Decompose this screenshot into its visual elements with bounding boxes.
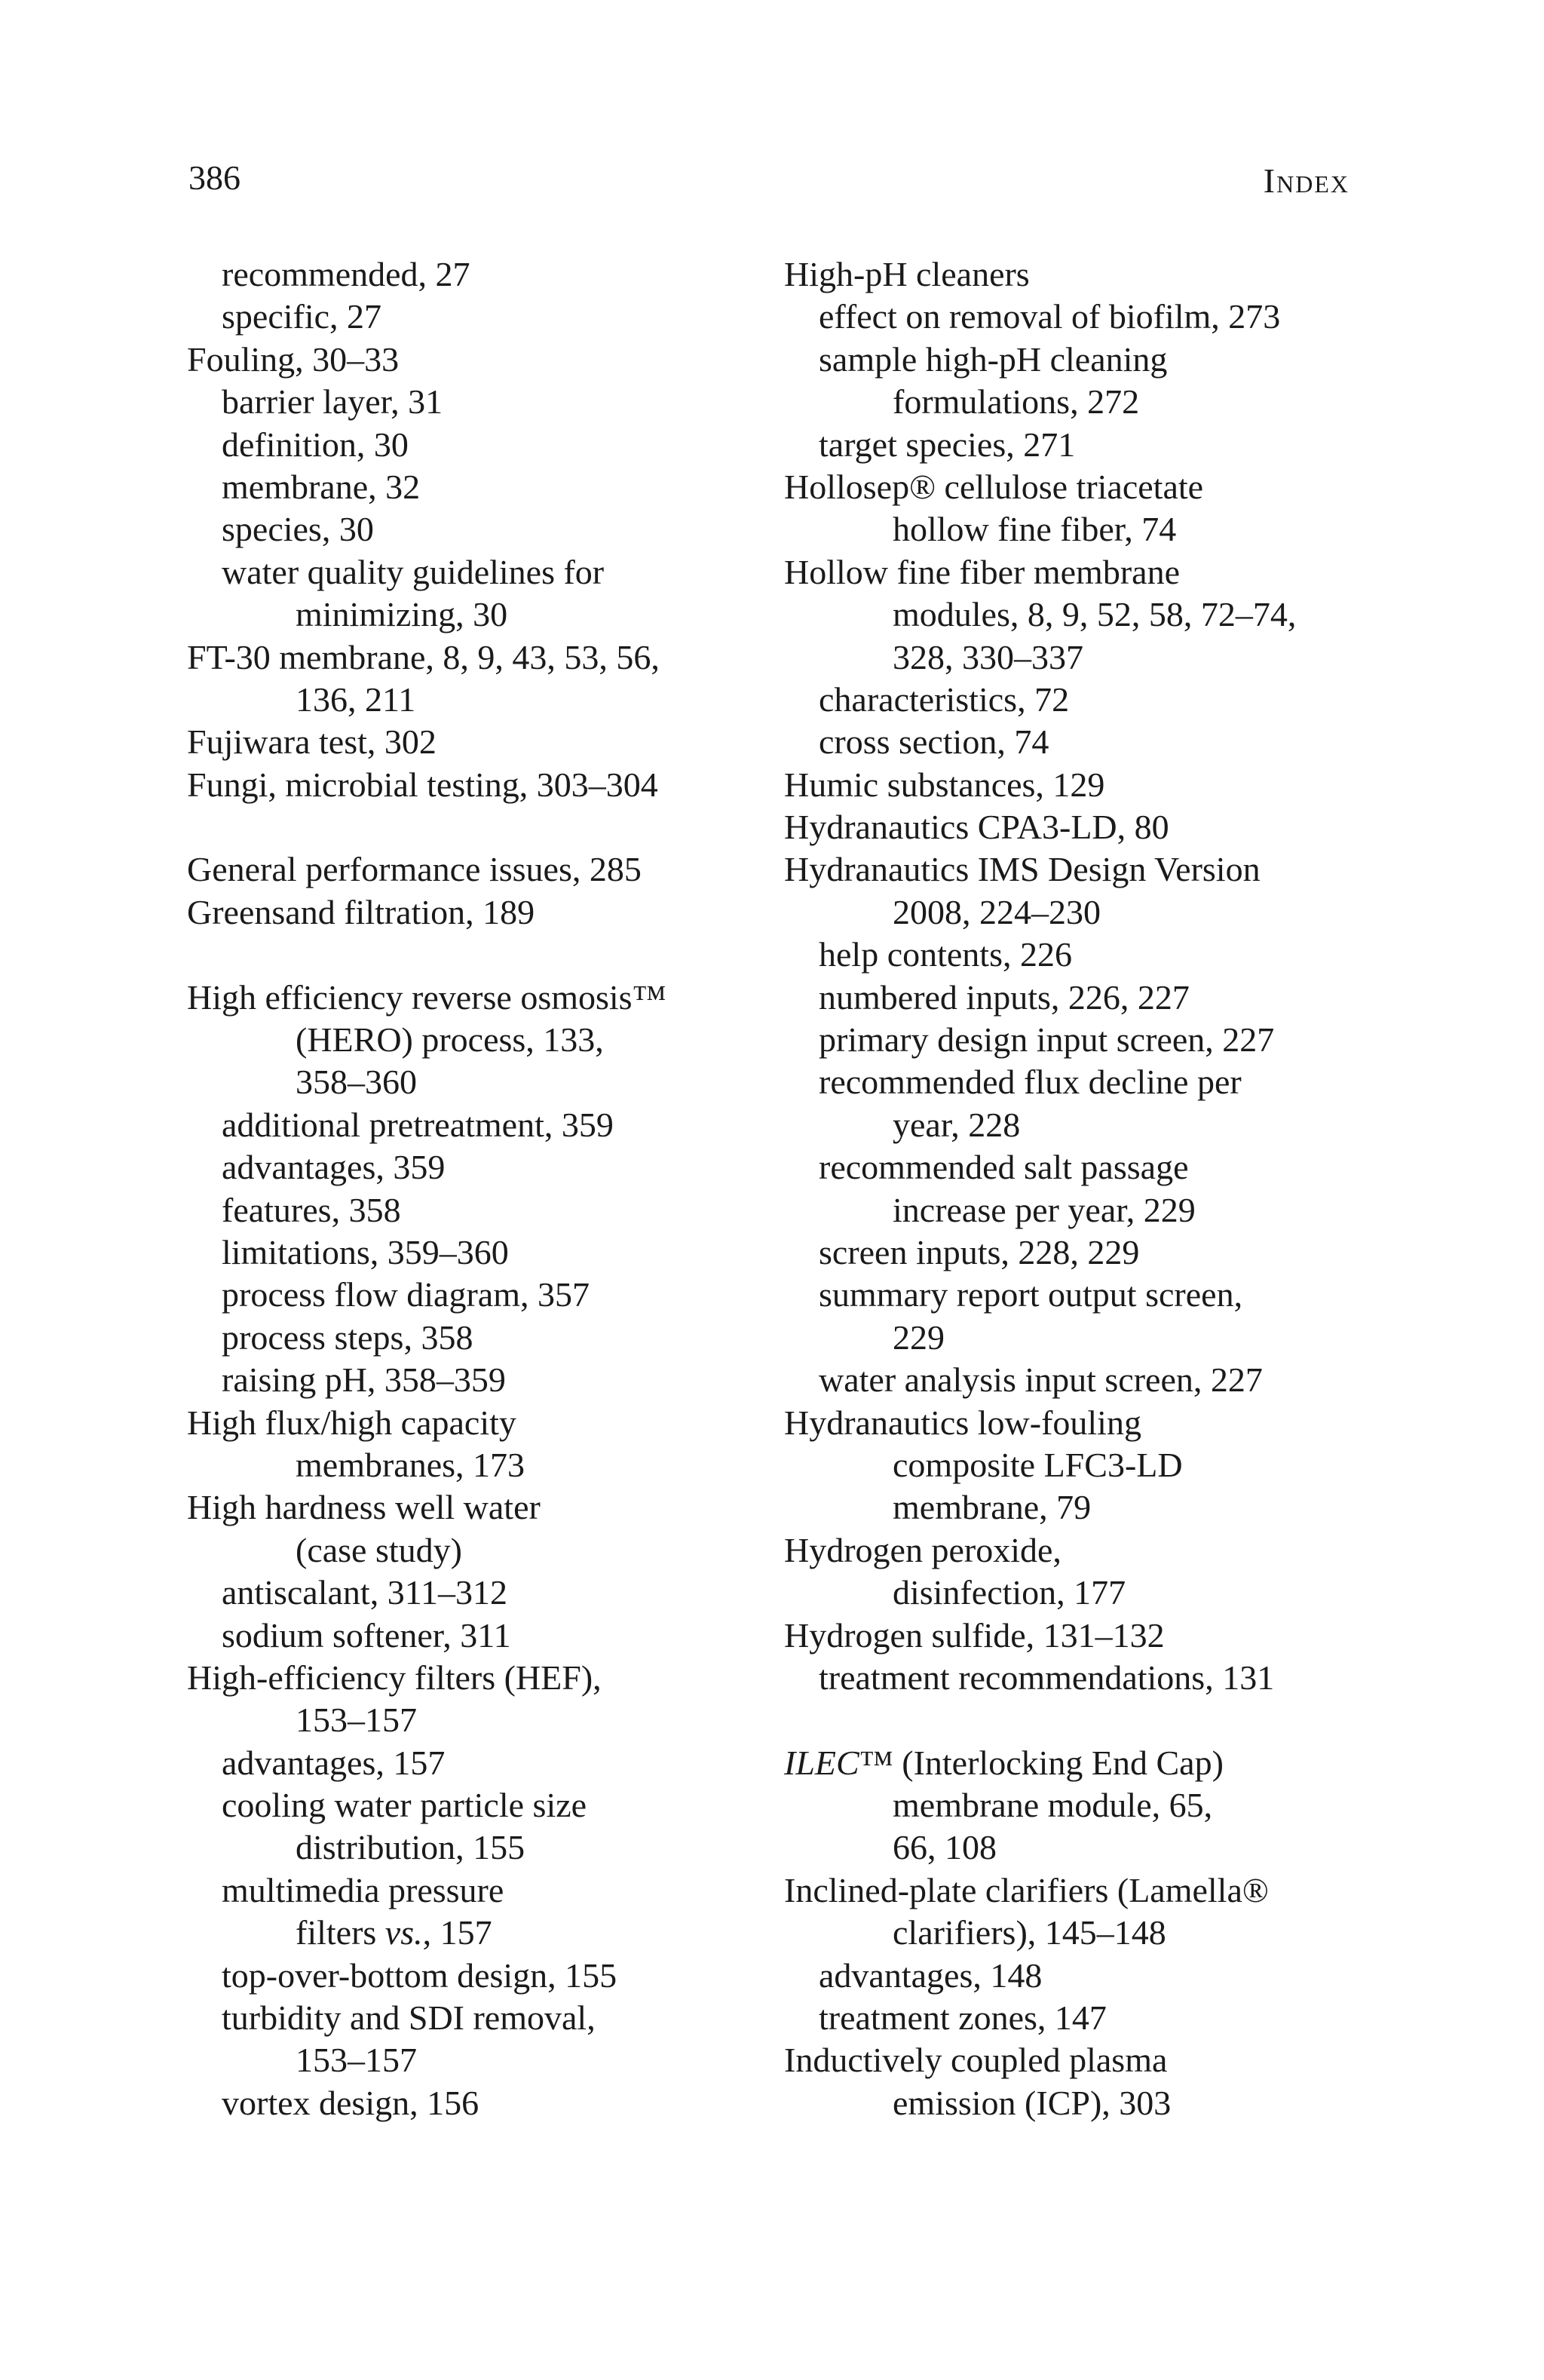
index-entry: High flux/high capacity <box>187 1403 516 1442</box>
index-subentry: sodium softener, 311 <box>222 1615 511 1655</box>
index-subentry: recommended flux decline per <box>819 1063 1242 1102</box>
italic-ilec: ILEC <box>784 1743 859 1782</box>
index-continuation: 328, 330–337 <box>893 637 1083 676</box>
index-continuation: membrane module, 65, <box>893 1786 1213 1825</box>
index-entry: Humic substances, 129 <box>784 765 1105 804</box>
index-subentry: target species, 271 <box>819 425 1076 464</box>
index-entry: Fujiwara test, 302 <box>187 722 437 762</box>
index-entry: Inductively coupled plasma <box>784 2041 1168 2080</box>
index-subentry: advantages, 148 <box>819 1955 1043 1995</box>
index-spacer <box>187 806 760 848</box>
index-subentry: limitations, 359–360 <box>222 1232 509 1271</box>
index-subentry: process flow diagram, 357 <box>222 1275 590 1314</box>
index-continuation: emission (ICP), 303 <box>893 2083 1172 2122</box>
index-continuation: (case study) <box>296 1530 462 1569</box>
index-subentry: species, 30 <box>222 510 374 549</box>
index-subentry: raising pH, 358–359 <box>222 1360 506 1400</box>
index-entry: Fungi, microbial testing, 303–304 <box>187 765 658 804</box>
index-subentry: membrane, 32 <box>222 467 421 506</box>
index-subentry: top-over-bottom design, 155 <box>222 1955 617 1995</box>
index-continuation: 153–157 <box>296 1701 417 1740</box>
index-entry: Fouling, 30–33 <box>187 339 400 379</box>
index-continuation: filters vs., 157 <box>296 1913 492 1952</box>
index-entry: Hydranautics IMS Design Version <box>784 850 1261 889</box>
index-continuation: (HERO) process, 133, <box>296 1020 604 1060</box>
index-subentry: cross section, 74 <box>819 722 1049 762</box>
index-subentry: additional pretreatment, 359 <box>222 1105 614 1144</box>
index-continuation: clarifiers), 145–148 <box>893 1913 1166 1952</box>
index-continuation: 136, 211 <box>296 679 416 719</box>
index-continuation: formulations, 272 <box>893 382 1140 422</box>
index-subentry: barrier layer, 31 <box>222 382 443 422</box>
index-subentry: numbered inputs, 226, 227 <box>819 977 1190 1017</box>
index-continuation: modules, 8, 9, 52, 58, 72–74, <box>893 595 1297 634</box>
index-subentry: features, 358 <box>222 1190 401 1229</box>
index-continuation: 2008, 224–230 <box>893 892 1101 931</box>
index-subentry: multimedia pressure <box>222 1870 504 1909</box>
index-entry: High hardness well water <box>187 1488 541 1527</box>
index-column-left <box>187 253 760 2124</box>
index-subentry: antiscalant, 311–312 <box>222 1573 507 1612</box>
index-entry: Hydranautics low-fouling <box>784 1403 1141 1442</box>
index-continuation: hollow fine fiber, 74 <box>893 510 1177 549</box>
index-subentry: characteristics, 72 <box>819 679 1070 719</box>
index-entry: Hollosep® cellulose triacetate <box>784 467 1204 506</box>
running-head: Index <box>1263 161 1349 200</box>
index-entry: Hydranautics CPA3-LD, 80 <box>784 808 1169 847</box>
index-continuation: minimizing, 30 <box>296 595 508 634</box>
index-subentry: definition, 30 <box>222 425 409 464</box>
index-subentry: water analysis input screen, 227 <box>819 1360 1263 1400</box>
index-continuation: disinfection, 177 <box>893 1573 1126 1612</box>
index-subentry: recommended, 27 <box>222 255 470 293</box>
index-entry: High efficiency reverse osmosis™ <box>187 977 666 1017</box>
index-entry: High-efficiency filters (HEF), <box>187 1658 602 1697</box>
index-subentry: help contents, 226 <box>819 935 1072 974</box>
index-continuation: year, 228 <box>893 1105 1021 1144</box>
index-continuation: 153–157 <box>296 2041 417 2080</box>
index-continuation: 229 <box>893 1317 945 1357</box>
page-number: 386 <box>188 158 240 197</box>
index-subentry: vortex design, 156 <box>222 2083 479 2122</box>
index-entry: ILEC™ (Interlocking End Cap) <box>784 1743 1224 1782</box>
index-subentry: turbidity and SDI removal, <box>222 1998 596 2038</box>
index-entry: FT-30 membrane, 8, 9, 43, 53, 56, <box>187 637 660 676</box>
italic-vs: vs. <box>384 1913 423 1952</box>
index-subentry: primary design input screen, 227 <box>819 1020 1275 1060</box>
index-entry: Hollow fine fiber membrane <box>784 552 1180 591</box>
index-continuation: composite LFC3-LD <box>893 1445 1183 1484</box>
index-spacer <box>784 1699 1357 1741</box>
index-continuation: membrane, 79 <box>893 1488 1092 1527</box>
index-subentry: specific, 27 <box>222 297 382 336</box>
index-subentry: advantages, 359 <box>222 1148 446 1187</box>
index-subentry: advantages, 157 <box>222 1743 446 1782</box>
index-subentry: effect on removal of biofilm, 273 <box>819 297 1281 336</box>
index-subentry: cooling water particle size <box>222 1786 587 1825</box>
index-subentry: summary report output screen, <box>819 1275 1243 1314</box>
index-spacer <box>187 934 760 976</box>
index-subentry: screen inputs, 228, 229 <box>819 1232 1140 1271</box>
index-subentry: process steps, 358 <box>222 1317 473 1357</box>
index-subentry: water quality guidelines for <box>222 552 605 591</box>
index-subentry: recommended salt passage <box>819 1148 1189 1187</box>
index-subentry: treatment zones, 147 <box>819 1998 1107 2038</box>
index-continuation: membranes, 173 <box>296 1445 525 1484</box>
index-entry: Hydrogen peroxide, <box>784 1530 1062 1569</box>
index-entry: High-pH cleaners <box>784 255 1030 293</box>
index-continuation: increase per year, 229 <box>893 1190 1196 1229</box>
index-column-right <box>784 253 1357 2124</box>
index-continuation: 66, 108 <box>893 1828 997 1867</box>
index-continuation: 358–360 <box>296 1063 417 1102</box>
index-subentry: sample high-pH cleaning <box>819 339 1168 379</box>
index-entry: Hydrogen sulfide, 131–132 <box>784 1615 1165 1655</box>
index-subentry: treatment recommendations, 131 <box>819 1658 1275 1697</box>
index-entry: General performance issues, 285 <box>187 850 642 889</box>
index-continuation: distribution, 155 <box>296 1828 525 1867</box>
index-entry: Greensand filtration, 189 <box>187 892 535 931</box>
index-entry: Inclined-plate clarifiers (Lamella® <box>784 1870 1269 1909</box>
